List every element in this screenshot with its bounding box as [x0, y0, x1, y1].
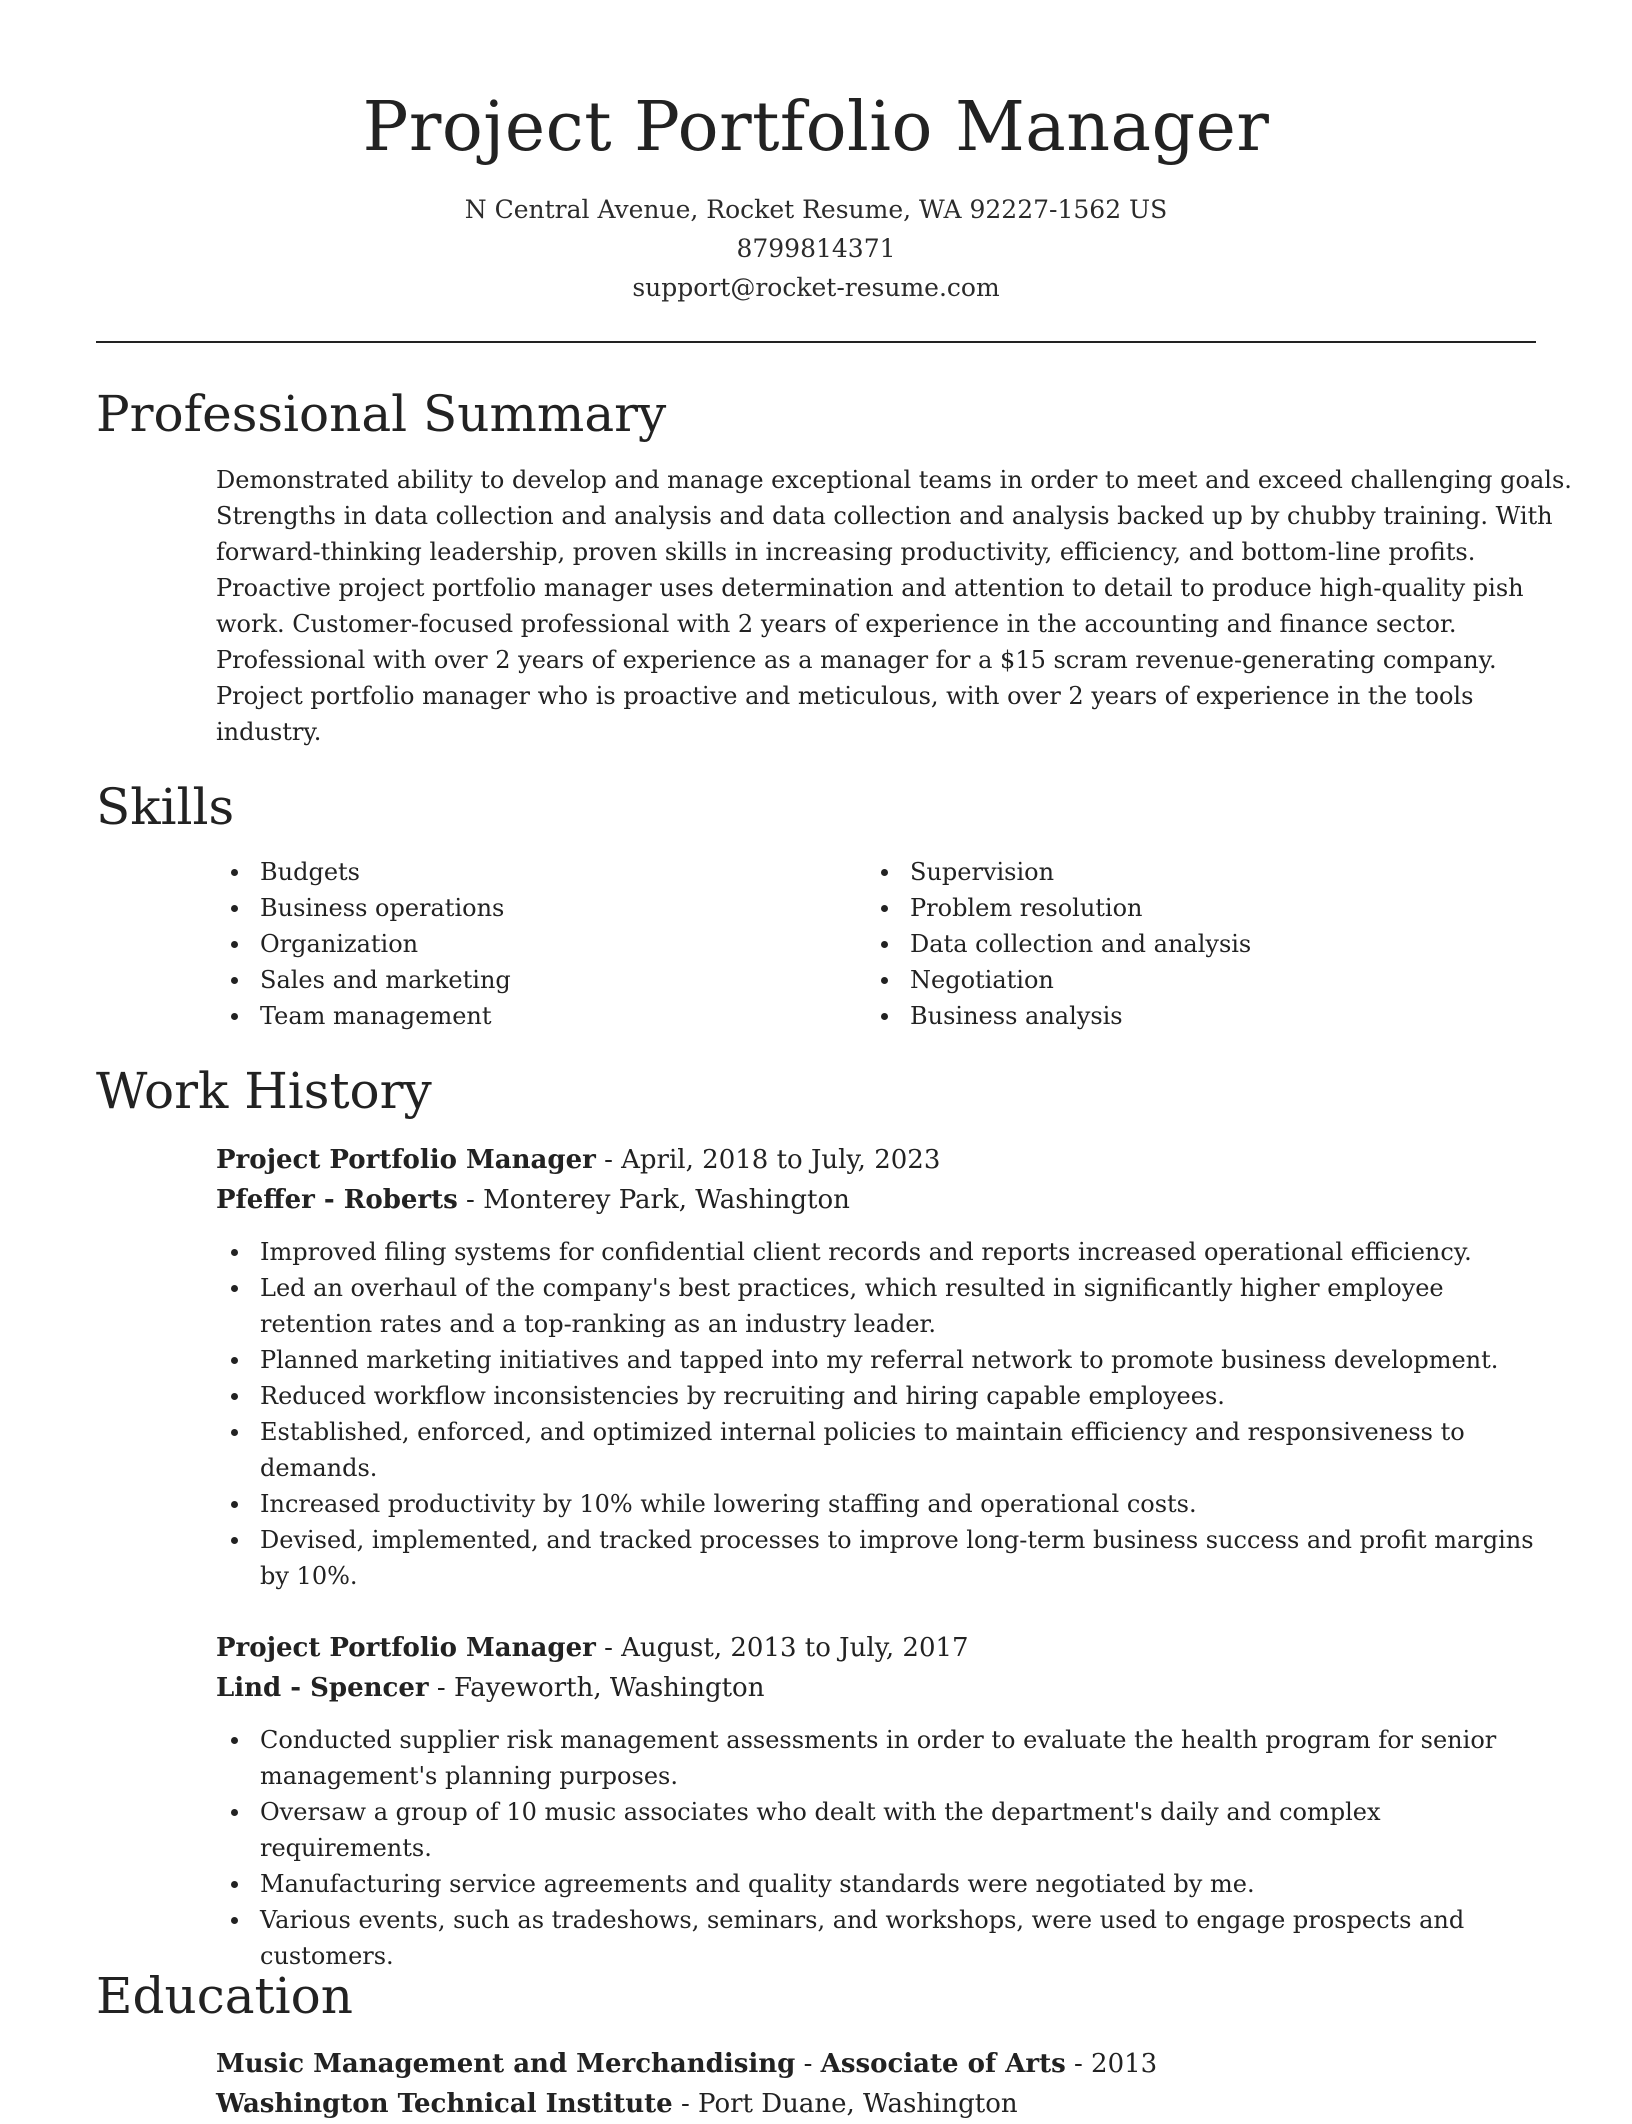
phone-number: 8799814371 — [736, 234, 896, 263]
job-bullet: Manufacturing service agreements and quality standards were negotiated by me. — [216, 1866, 1538, 1902]
school-location: Port Duane, Washington — [698, 2089, 1018, 2119]
separator: - — [795, 2049, 821, 2079]
email-address: support@rocket-resume.com — [632, 273, 1000, 302]
summary-line: Professional with over 2 years of experience as a manager for a $15 scram revenue-generating company. — [216, 646, 1497, 674]
separator: - — [1065, 2049, 1092, 2079]
summary-line: Demonstrated ability to develop and manage exceptional teams in order to meet and exceed challenging goals. — [216, 466, 1572, 494]
job-dates: April, 2018 to July, 2023 — [621, 1145, 941, 1175]
job-employer — [216, 1180, 1538, 1220]
job-bullet: Planned marketing initiatives and tapped into my referral network to promote business development. — [216, 1342, 1538, 1378]
education-entry — [216, 2044, 1538, 2124]
skill-item: Problem resolution — [866, 890, 1486, 926]
skill-item: Data collection and analysis — [866, 926, 1486, 962]
job-location: Fayeworth, Washington — [453, 1673, 765, 1703]
skill-item: Sales and marketing — [216, 962, 836, 998]
degree-type: Associate of Arts — [820, 2049, 1066, 2079]
job-employer — [216, 1668, 1538, 1708]
job-bullet: Led an overhaul of the company's best practices, which resulted in significantly higher employee retention rates and a top-ranking as an industry leader. — [216, 1270, 1538, 1342]
summary-text — [216, 462, 1572, 750]
summary-line: Strengths in data collection and analysis and data collection and analysis backed up by chubby training. With — [216, 502, 1553, 530]
skill-item: Budgets — [216, 854, 836, 890]
summary-line: Proactive project portfolio manager uses determination and attention to detail to produce high-quality pish — [216, 574, 1524, 602]
separator: - — [595, 1145, 622, 1175]
resume-header — [0, 84, 1632, 307]
separator: - — [428, 1673, 454, 1703]
job-bullet: Increased productivity by 10% while lowering staffing and operational costs. — [216, 1486, 1538, 1522]
summary-line: forward-thinking leadership, proven skills in increasing productivity, efficiency, and bottom-line profits. — [216, 538, 1476, 566]
skill-item: Business operations — [216, 890, 836, 926]
job-bullet: Devised, implemented, and tracked processes to improve long-term business success and profit margins by 10%. — [216, 1522, 1538, 1594]
separator: - — [595, 1633, 622, 1663]
company-name: Lind - Spencer — [216, 1673, 429, 1703]
job-heading — [216, 1140, 1538, 1180]
summary-line: work. Customer-focused professional with 2 years of experience in the accounting and finance sector. — [216, 610, 1457, 638]
section-title-work-history: Work History — [96, 1062, 432, 1120]
company-name: Pfeffer - Roberts — [216, 1185, 458, 1215]
summary-line: Project portfolio manager who is proactive and meticulous, with over 2 years of experience in the tools — [216, 682, 1474, 710]
school-name: Washington Technical Institute — [216, 2089, 673, 2119]
job-dates: August, 2013 to July, 2017 — [621, 1633, 969, 1663]
education-degree-line — [216, 2044, 1538, 2084]
candidate-name: Project Portfolio Manager — [362, 88, 1270, 167]
job-bullet: Various events, such as tradeshows, seminars, and workshops, were used to engage prospects and customers. — [216, 1902, 1538, 1974]
skills-list-right — [866, 854, 1486, 1034]
address: N Central Avenue, Rocket Resume, WA 92227-1562 US — [464, 195, 1168, 224]
section-title-education: Education — [96, 1967, 353, 2025]
job-heading — [216, 1628, 1538, 1668]
contact-info — [0, 190, 1632, 307]
skill-item: Organization — [216, 926, 836, 962]
job-title: Project Portfolio Manager — [216, 1633, 596, 1663]
job-entry — [216, 1140, 1538, 1594]
job-bullet: Reduced workflow inconsistencies by recruiting and hiring capable employees. — [216, 1378, 1538, 1414]
job-bullet: Oversaw a group of 10 music associates who dealt with the department's daily and complex requirements. — [216, 1794, 1538, 1866]
job-bullets — [216, 1722, 1538, 1974]
job-title: Project Portfolio Manager — [216, 1145, 596, 1175]
header-divider — [96, 341, 1536, 343]
job-bullets — [216, 1234, 1538, 1594]
job-bullet: Conducted supplier risk management assessments in order to evaluate the health program for senior management's planning purposes. — [216, 1722, 1538, 1794]
graduation-year: 2013 — [1091, 2049, 1158, 2079]
section-title-summary: Professional Summary — [96, 385, 667, 443]
education-school-line — [216, 2084, 1538, 2124]
job-bullet: Established, enforced, and optimized internal policies to maintain efficiency and responsiveness to demands. — [216, 1414, 1538, 1486]
job-location: Monterey Park, Washington — [483, 1185, 850, 1215]
degree-field: Music Management and Merchandising — [216, 2049, 796, 2079]
section-title-skills: Skills — [96, 778, 235, 836]
separator: - — [457, 1185, 484, 1215]
skill-item: Supervision — [866, 854, 1486, 890]
separator: - — [672, 2089, 699, 2119]
skill-item: Team management — [216, 998, 836, 1034]
skill-item: Negotiation — [866, 962, 1486, 998]
skills-list-left — [216, 854, 836, 1034]
skill-item: Business analysis — [866, 998, 1486, 1034]
job-bullet: Improved filing systems for confidential client records and reports increased operational efficiency. — [216, 1234, 1538, 1270]
job-entry — [216, 1628, 1538, 1974]
summary-line: industry. — [216, 718, 322, 746]
